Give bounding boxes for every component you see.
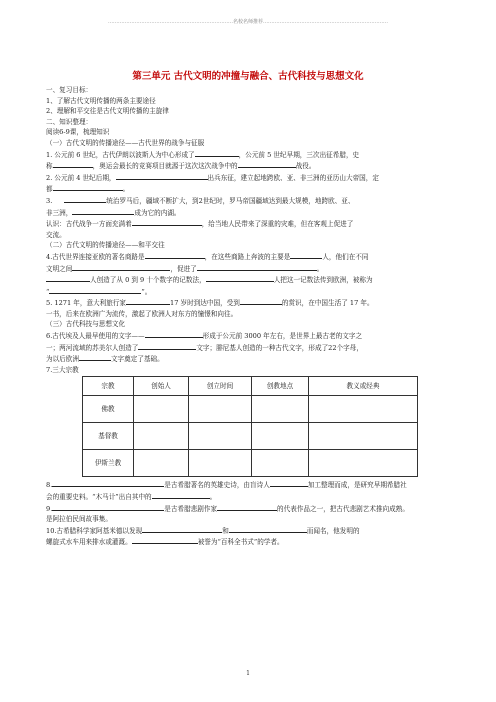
table-cell[interactable] — [189, 450, 252, 477]
table-header: 创教地点 — [252, 377, 309, 396]
recognition-1: 认识：古代战争一方面充满着 ，给当地人民带来了深重的灾难，但在客观上促进了 — [46, 220, 354, 229]
answer-blank[interactable] — [132, 536, 198, 544]
page-title: 第三单元 古代文明的冲撞与融合、古代科技与思想文化 — [132, 71, 364, 82]
answer-blank[interactable] — [46, 274, 90, 282]
reading-instruction: 阅读6-9课，梳理知识 — [46, 128, 110, 137]
answer-blank[interactable] — [145, 251, 205, 259]
question-5: 5. 1271 年，意大利旅行家 17 岁时到达中国，受到 的赏识，在中国生活了 17 年。 — [46, 299, 374, 308]
table-row — [83, 450, 418, 477]
answer-blank[interactable] — [217, 503, 277, 511]
question-8: 8. 是古希腊著名的英雄史诗，由盲诗人 加工整理而成，是研究早期希腊社 — [46, 481, 407, 490]
question-6: 6.古代埃及人最早使用的文字—— 形成于公元前 3000 年左右，是世界上最古老的文字之 — [46, 332, 363, 341]
document-body: 一、复习目标： 1、了解古代文明传播的两条主要途径 2、理解和平交往是古代文明传播的主旋律 二、知识整理： 阅读6-9课，梳理知识 （一）古代文明的传播途径——古代世界的战争与征服 1. 公元前 6 世纪，古代伊朗以波斯人为中心形成了 ，公元前 5 世纪早期，三次出征希腊，史 称 ，奥运会最长的竞赛项目就源于这次这次战争中的 战役。 2. 公元前 4 世纪后期， 出兵东征，建立起地跨欧、亚、非三洲的亚历山大帝国，定 都 。 3. 统治罗马后，疆域不断扩大，到2世纪时，罗马帝国疆域达到最大规模，地跨欧、亚、 非三洲， 成为它的内湖。 认识：古代战争一方面充满着 ，给当地人民带来了深重的灾难，但在客观上促进了 交流。 （二）古代文明的传播途径——和平交往 4.古代世界连接亚欧的著名商路是 ，在这些商路上奔波的主要是 人，他们在不同 文明之间 ，促进了 。 人创造了从 0 到 9 十个数字的记数法， 人把这一记数法传到欧洲，被称为 “ ”。 5. 1271 年，意大利旅行家 17 岁时到达中国，受到 的赏识，在中国生活了 17 年。 一书，后来在欧洲广为流传，激起了欧洲人对东方的憧憬和向往。 （三）古代科技与思想文化 6.古代埃及人最早使用的文字—— 形成于公元前 3000 年左右，是世界上最古老的文字之 一；两河流域的苏美尔人创造了 文字；腓尼基人创造的一种古代文字，形成了22个字母， 为以后欧洲 文字奠定了基础。 7.三大宗教 宗教 创始人 创立时间 创教地点 教义或经典 佛教 基督教 伊斯兰教 8. 是古希腊著名的英雄史诗，由盲诗人 加工整理而成，是研究早期希腊社 会的重要史料。“木马计”出自其中的 。 9. 是古希腊悲剧作家 的代表作品之一，把古代悲剧艺术推向成熟。 是阿拉伯民间故事集。 10.古希腊科学家阿基米德以发现 和 而闻名，他发明的 螺旋式水车用来排水或灌溉。 被誉为“百科全书式”的学者。 — [46, 85, 454, 548]
answer-blank[interactable] — [53, 183, 123, 191]
table-cell[interactable] — [252, 423, 309, 450]
answer-blank[interactable] — [72, 263, 170, 271]
answer-blank[interactable] — [126, 297, 170, 305]
answer-blank[interactable] — [238, 160, 296, 168]
table-cell[interactable] — [309, 423, 418, 450]
answer-blank[interactable] — [206, 274, 274, 282]
table-header: 创立时间 — [189, 377, 252, 396]
answer-blank[interactable] — [152, 491, 210, 499]
question-7: 7.三大宗教 — [46, 365, 79, 374]
answer-blank[interactable] — [197, 263, 317, 271]
table-header: 教义或经典 — [309, 377, 418, 396]
answer-blank[interactable] — [240, 297, 282, 305]
answer-blank[interactable] — [145, 330, 203, 338]
answer-blank[interactable] — [229, 525, 307, 533]
religion-name: 佛教 — [83, 396, 134, 423]
answer-blank[interactable] — [64, 195, 106, 203]
table-cell[interactable] — [134, 423, 189, 450]
answer-blank[interactable] — [290, 251, 322, 259]
answer-blank[interactable] — [116, 172, 208, 180]
review-heading: 一、复习目标： — [46, 86, 93, 94]
answer-blank[interactable] — [52, 503, 164, 511]
section-2-heading: （二）古代文明的传播途径——和平交往 — [46, 241, 165, 250]
table-row — [83, 423, 418, 450]
section-1-heading: （一）古代文明的传播途径——古代世界的战争与征服 — [46, 138, 205, 147]
knowledge-heading: 二、知识整理： — [46, 117, 93, 126]
religion-name: 基督教 — [83, 423, 134, 450]
section-3-heading: （三）古代科技与思想文化 — [46, 320, 126, 329]
answer-blank[interactable] — [132, 218, 202, 226]
page-number: 1 — [246, 670, 250, 677]
table-cell[interactable] — [309, 396, 418, 423]
question-3: 3. 统治罗马后，疆域不断扩大，到2世纪时，罗马帝国疆域达到最大规模，地跨欧、亚、 — [46, 196, 355, 205]
answer-blank[interactable] — [52, 479, 164, 487]
answer-blank[interactable] — [49, 286, 141, 294]
answer-blank[interactable] — [270, 479, 308, 487]
answer-blank[interactable] — [142, 525, 222, 533]
question-10: 10.古希腊科学家阿基米德以发现 和 而闻名，他发明的 — [46, 526, 360, 535]
table-cell[interactable] — [252, 396, 309, 423]
question-4: 4.古代世界连接亚欧的著名商路是 ，在这些商路上奔波的主要是 人，他们在不同 — [46, 252, 369, 261]
table-cell[interactable] — [309, 450, 418, 477]
answer-blank[interactable] — [53, 160, 93, 168]
question-2: 2. 公元前 4 世纪后期， 出兵东征，建立起地跨欧、亚、非三洲的亚历山大帝国，定 — [46, 173, 379, 182]
question-9: 9. 是古希腊悲剧作家 的代表作品之一，把古代悲剧艺术推向成熟。 — [46, 504, 409, 513]
table-cell[interactable] — [189, 396, 252, 423]
review-goal-2: 2、理解和平交往是古代文明传播的主旋律 — [46, 107, 169, 116]
table-cell[interactable] — [189, 423, 252, 450]
table-header-row — [83, 377, 418, 396]
religions-table — [82, 376, 418, 477]
table-cell[interactable] — [134, 396, 189, 423]
header-watermark: …………………………………………………………………名校名师推荐………………………………………………………………… — [107, 19, 388, 25]
answer-blank[interactable] — [195, 149, 239, 157]
table-cell[interactable] — [252, 450, 309, 477]
answer-blank[interactable] — [79, 353, 111, 361]
table-row — [83, 396, 418, 423]
review-goal-1: 1、了解古代文明传播的两条主要途径 — [46, 96, 156, 105]
answer-blank[interactable] — [72, 207, 134, 215]
answer-blank[interactable] — [138, 342, 196, 350]
table-cell[interactable] — [134, 450, 189, 477]
religion-name: 伊斯兰教 — [83, 450, 134, 477]
table-header: 宗教 — [83, 377, 134, 396]
table-header: 创始人 — [134, 377, 189, 396]
question-1: 1. 公元前 6 世纪，古代伊朗以波斯人为中心形成了 ，公元前 5 世纪早期，三次出征希腊，史 — [46, 150, 360, 159]
